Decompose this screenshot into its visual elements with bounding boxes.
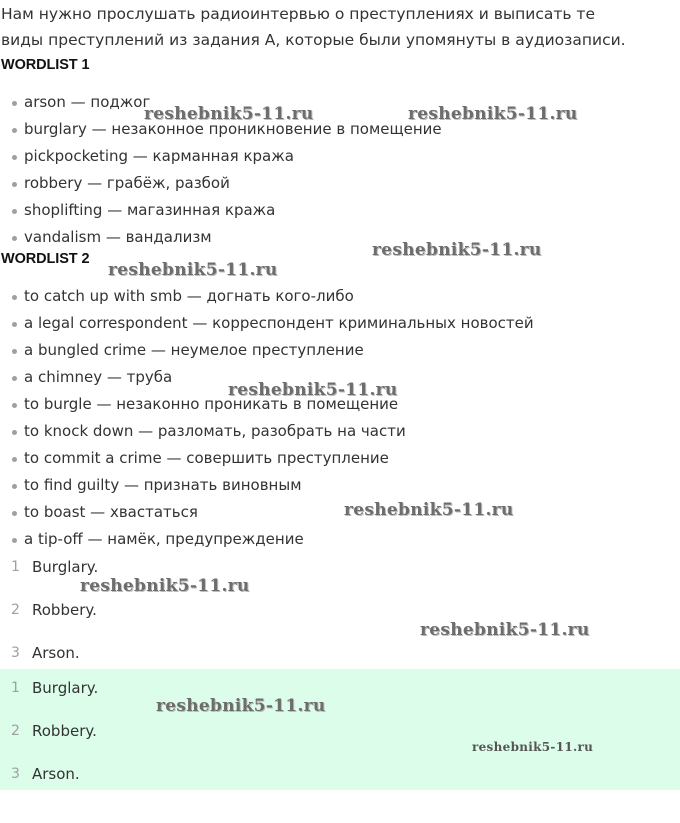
watermark: reshebnik5-11.ru (156, 696, 326, 716)
wordlist-2 (0, 283, 680, 553)
watermark: reshebnik5-11.ru (80, 576, 250, 596)
list-item: vandalism — вандализм (0, 224, 680, 251)
watermark: reshebnik5-11.ru (372, 240, 542, 260)
list-item: arson — поджог (0, 89, 680, 116)
bullet-icon (12, 457, 17, 462)
bullet-icon (12, 101, 17, 106)
wordlist-1 (0, 89, 680, 251)
wordlist-1-heading: WORDLIST 1 (1, 57, 90, 73)
list-item: a tip-off — намёк, предупреждение (0, 526, 680, 553)
list-item: to commit a crime — совершить преступление (0, 445, 680, 472)
list-item: shoplifting — магазинная кража (0, 197, 680, 224)
bullet-icon (12, 128, 17, 133)
list-item: pickpocketing — карманная кража (0, 143, 680, 170)
bullet-icon (12, 295, 17, 300)
watermark: reshebnik5-11.ru (408, 104, 578, 124)
list-item: robbery — грабёж, разбой (0, 170, 680, 197)
bullet-icon (12, 430, 17, 435)
list-item: a chimney — труба (0, 364, 680, 391)
watermark: reshebnik5-11.ru (108, 260, 278, 280)
bullet-icon (12, 484, 17, 489)
page: Нам нужно прослушать радиоинтервью о преступлениях и выписать те виды преступлений из задания A, которые были упомянуты в аудиозаписи. WORDLIST 1 arson — поджог burglary — незаконное проникновение в помещение pickpocketing — карманная кража robbery — грабёж, разбой shoplifting — магазинная кража vandalism — вандализм WORDLIST 2 to catch up with smb — догнать кого-либо a legal correspondent — корреспондент криминальных новостей a bungled crime — неумелое преступление a chimney — труба to burgle — незаконно проникать в помещение to knock down — разломать, разобрать на части to commit a crime — совершить преступление to find guilty — признать виновным to boast — хвастаться a tip-off — намёк, предупреждение 1 Burglary. 2 Robbery. 3 Arson. 1 Burglary. 2 Robbery. 3 Arson. reshebnik5-11.ru reshebnik5-11.ru reshebnik5-11.ru reshebnik5-11.ru reshebnik5-11.ru reshebnik5-11.ru reshebnik5-11.ru reshebnik5-11.ru reshebnik5-11.ru reshebnik5-11.ru (0, 0, 680, 823)
list-item: to burgle — незаконно проникать в помещение (0, 391, 680, 418)
watermark: reshebnik5-11.ru (228, 380, 398, 400)
list-item: burglary — незаконное проникновение в помещение (0, 116, 680, 143)
answer-block: 1 Burglary. 2 Robbery. 3 Arson. (0, 669, 680, 790)
list-item: a legal correspondent — корреспондент криминальных новостей (0, 310, 680, 337)
intro-text: Нам нужно прослушать радиоинтервью о преступлениях и выписать те виды преступлений из задания A, которые были упомянуты в аудиозаписи. (1, 5, 626, 49)
wordlist-2-heading: WORDLIST 2 (1, 251, 90, 267)
watermark: reshebnik5-11.ru (344, 500, 514, 520)
list-item: to catch up with smb — догнать кого-либо (0, 283, 680, 310)
list-item: to boast — хвастаться (0, 499, 680, 526)
bullet-icon (12, 209, 17, 214)
list-item: to find guilty — признать виновным (0, 472, 680, 499)
bullet-icon (12, 376, 17, 381)
list-item: a bungled crime — неумелое преступление (0, 337, 680, 364)
list-item: to knock down — разломать, разобрать на части (0, 418, 680, 445)
bullet-icon (12, 155, 17, 160)
bullet-icon (12, 511, 17, 516)
bullet-icon (12, 349, 17, 354)
bullet-icon (12, 322, 17, 327)
watermark: reshebnik5-11.ru (420, 620, 590, 640)
bullet-icon (12, 182, 17, 187)
bullet-icon (12, 538, 17, 543)
watermark: reshebnik5-11.ru (144, 104, 314, 124)
bullet-icon (12, 236, 17, 241)
bullet-icon (12, 403, 17, 408)
watermark: reshebnik5-11.ru (472, 740, 594, 754)
